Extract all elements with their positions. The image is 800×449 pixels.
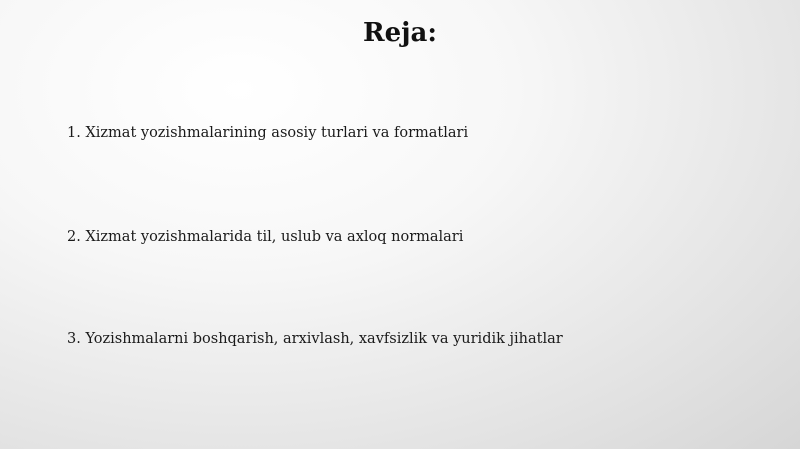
slide-title: Reja: <box>362 18 437 48</box>
list-item: 2. Xizmat yozishmalarida til, uslub va axloq normalari <box>67 229 464 245</box>
list-item: 1. Xizmat yozishmalarining asosiy turlari va formatlari <box>67 125 469 141</box>
list-item: 3. Yozishmalarni boshqarish, arxivlash, xavfsizlik va yuridik jihatlar <box>67 331 563 347</box>
